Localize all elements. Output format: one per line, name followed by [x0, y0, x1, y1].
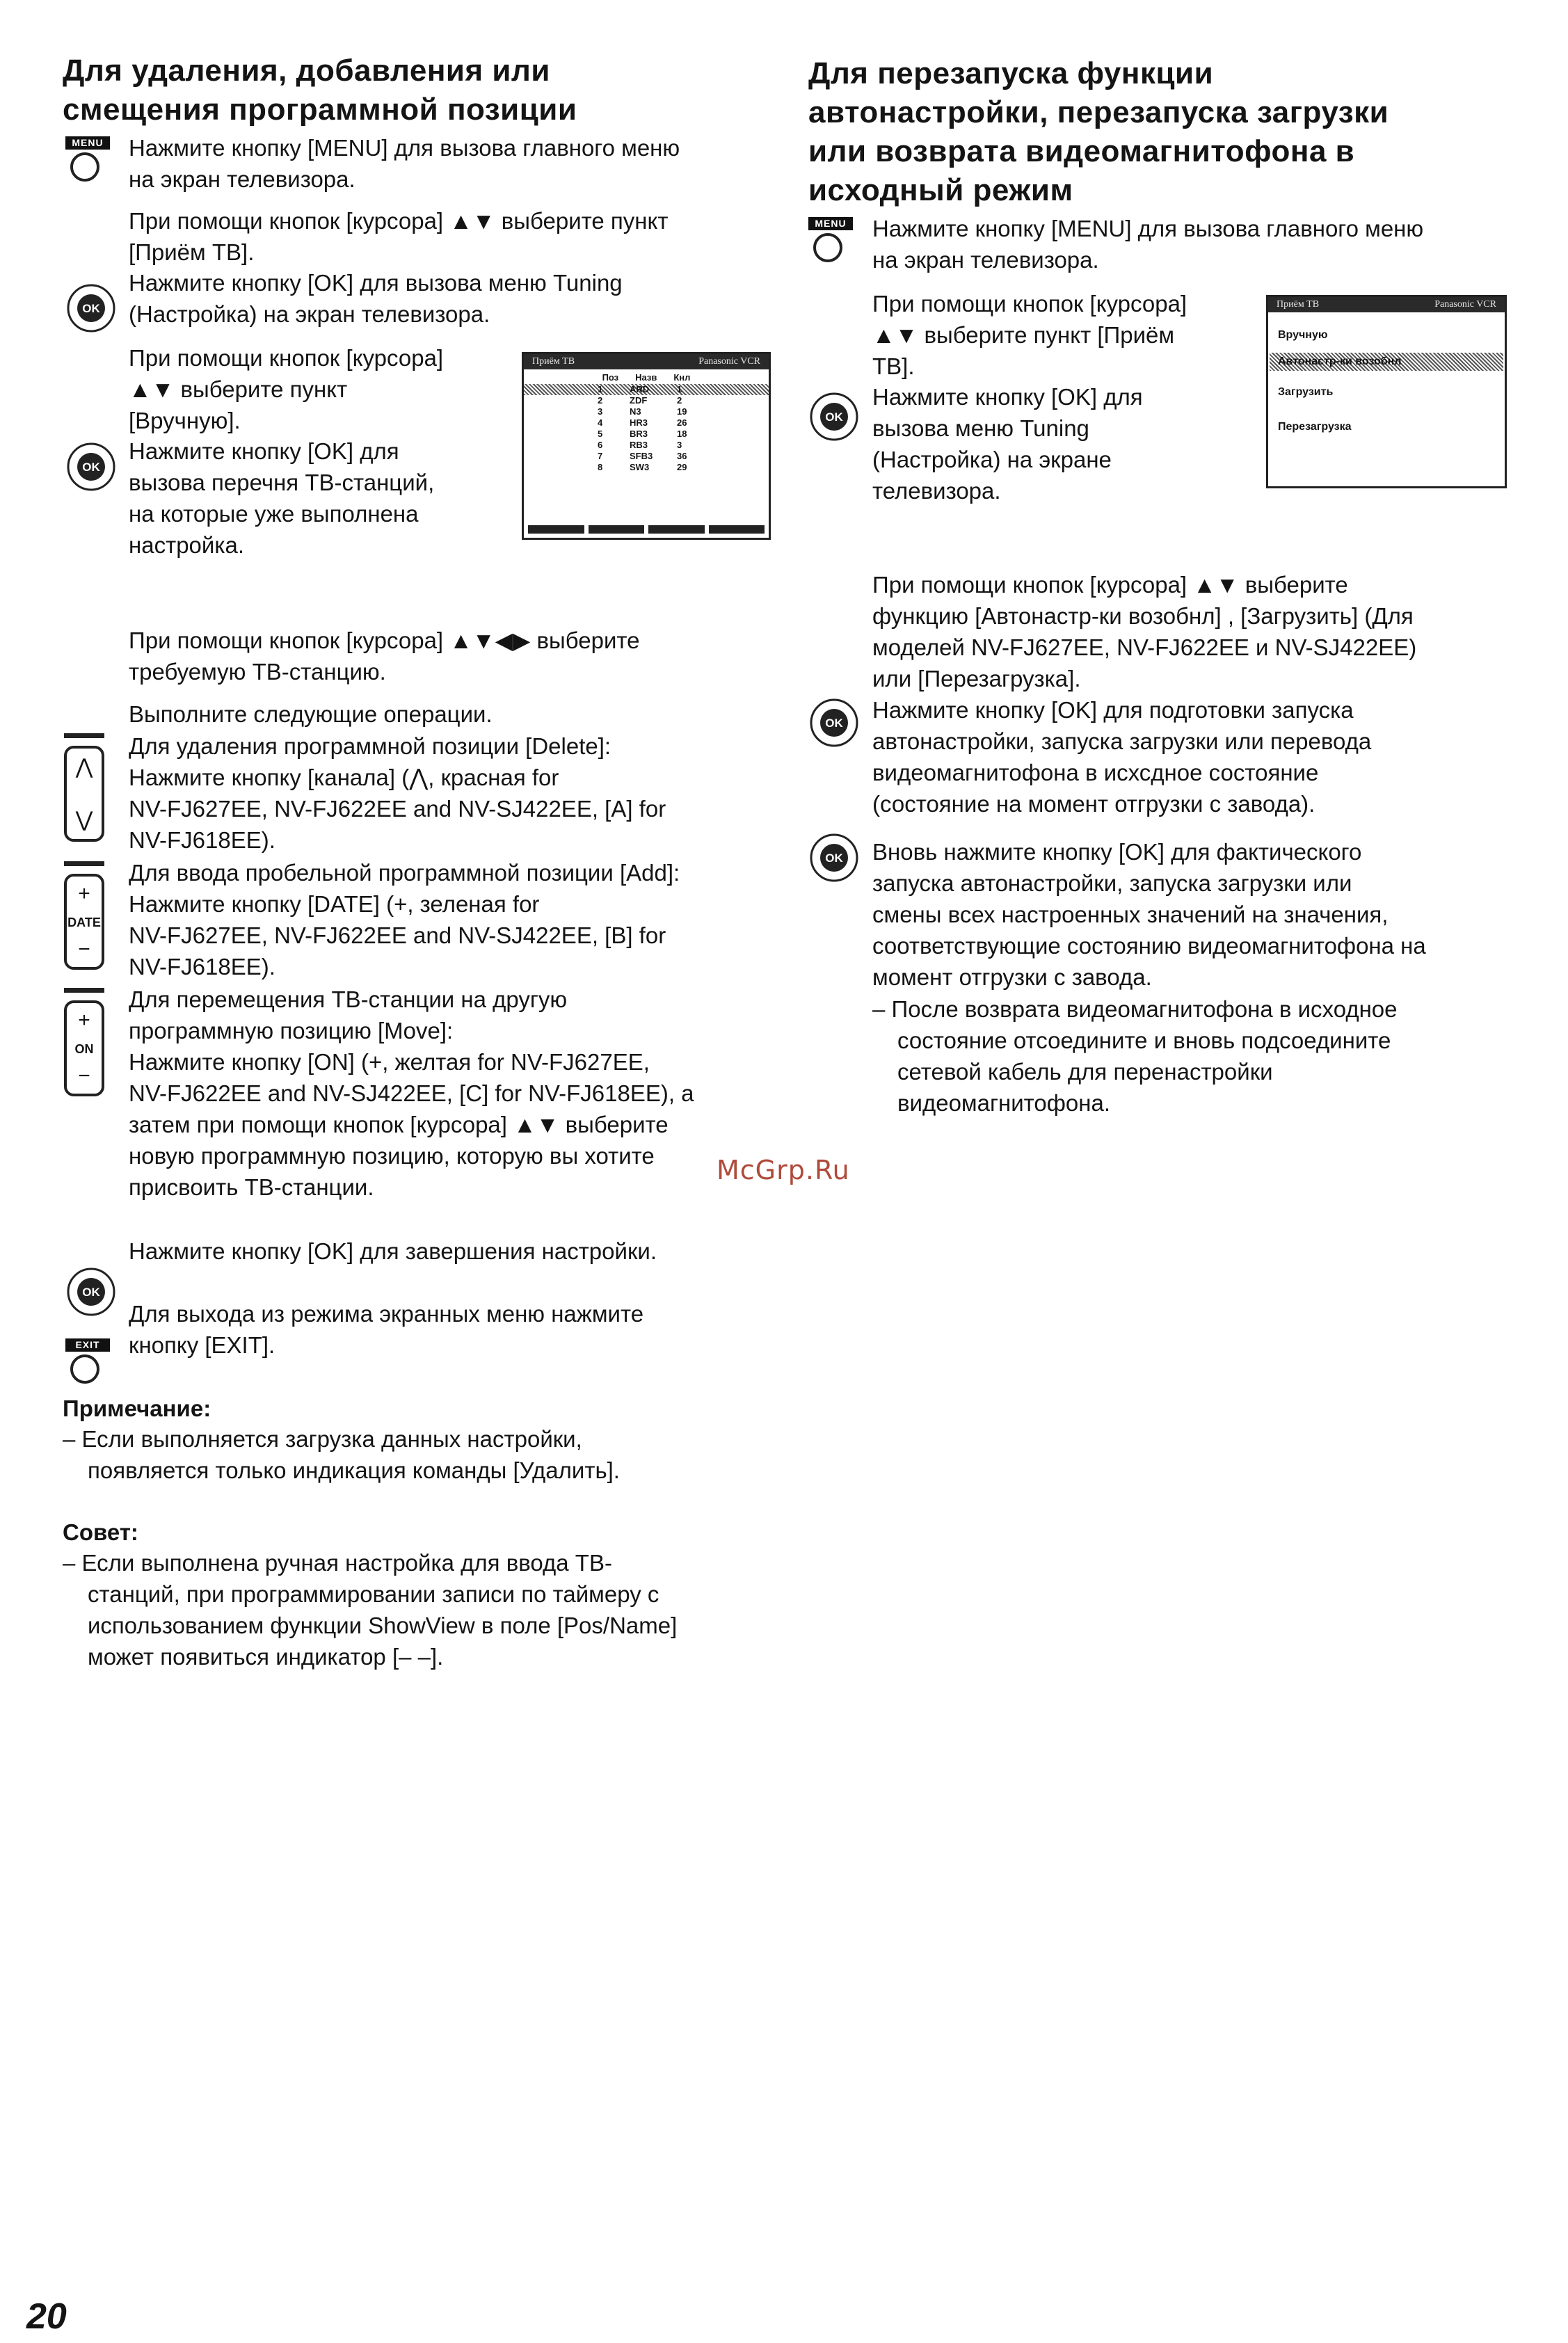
right-step-3: Нажмите кнопку [OK] для вызова меню Tuning (Настройка) на экране телевизора. [872, 384, 1143, 504]
menu-item-manual: Вручную [1278, 329, 1328, 341]
tv-screen-station-list: Приём ТВ Panasonic VCR Поз Назв Кнл 1 ARD 1 2 ZDF 2 3 N3 19 4 HR3 26 5 BR3 18 6 RB3 3 7 SFB3 36 8 SW3 29 [522, 352, 771, 540]
exit-button-icon: EXIT [65, 1338, 110, 1384]
svg-text:OK: OK [82, 302, 100, 315]
svg-text:OK: OK [825, 717, 843, 730]
menu-item-autotune-restart: Автонастр-ки возобнл [1270, 353, 1503, 371]
station-row: 3 N3 19 [598, 406, 687, 417]
left-step-6: При помощи кнопок [курсора] ▲▼◀▶ выберите требуемую ТВ-станцию. [129, 627, 640, 685]
right-step-4: При помощи кнопок [курсора] ▲▼ выберите функцию [Автонастр-ки возобнл] , [Загрузить] (Для моделей NV-FJ627EE, NV-FJ622EE и NV-SJ422EE) или [Перезагрузка]. [872, 572, 1417, 691]
right-heading: Для перезапуска функции автонастройки, перезапуска загрузки или возврата видеомагнитофона в исходный режим [808, 56, 1389, 207]
ok-button-icon [807, 696, 861, 750]
left-step-2: При помощи кнопок [курсора] ▲▼ выберите пункт [Приём ТВ]. [129, 208, 669, 265]
svg-text:OK: OK [825, 410, 843, 424]
menu-item-download: Загрузить [1278, 386, 1334, 398]
right-step-7: – После возврата видеомагнитофона в исходное состояние отсоедините и вновь подсоедините сетевой кабель для перенастройки видеомагнитофона. [872, 996, 1398, 1116]
left-step-3: Нажмите кнопку [OK] для вызова меню Tuning (Настройка) на экран телевизора. [129, 270, 623, 327]
menu-button-icon: MENU [65, 136, 110, 182]
right-step-6: Вновь нажмите кнопку [OK] для фактического запуска автонастройки, запуска загрузки или смены всех настроенных значений на значения, соответствующие состоянию видеомагнитофона на момент отгрузки с завода. [872, 839, 1426, 990]
station-row: 5 BR3 18 [598, 429, 687, 439]
ok-button-icon [807, 831, 861, 885]
ok-button-icon [64, 281, 118, 335]
ok-button-icon [807, 390, 861, 444]
on-button-icon: + ON − [64, 1000, 104, 1096]
left-step-9: Для выхода из режима экранных меню нажмите кнопку [EXIT]. [129, 1301, 644, 1358]
station-row: 7 SFB3 36 [598, 451, 687, 461]
delete-instruction: Для удаления программной позиции [Delete]: Нажмите кнопку [канала] (⋀, красная for NV-FJ627EE, NV-FJ622EE and NV-SJ422EE, [A] for NV-FJ618EE). [129, 733, 666, 853]
svg-text:OK: OK [825, 851, 843, 865]
tv-screen-tuning-menu: Приём ТВ Panasonic VCR Вручную Автонастр-ки возобнл Загрузить Перезагрузка [1266, 295, 1507, 488]
station-row: 8 SW3 29 [598, 462, 687, 472]
left-heading: Для удаления, добавления или смещения программной позиции [63, 54, 577, 127]
left-step-7: Выполните следующие операции. [129, 701, 493, 727]
add-instruction: Для ввода пробельной программной позиции [Add]: Нажмите кнопку [DATE] (+, зеленая for NV-FJ627EE, NV-FJ622EE and NV-SJ422EE, [B] for NV-FJ618EE). [129, 860, 680, 979]
right-step-2: При помощи кнопок [курсора] ▲▼ выберите пункт [Приём ТВ]. [872, 291, 1187, 379]
right-step-5: Нажмите кнопку [OK] для подготовки запуска автонастройки, запуска загрузки или перевода видеомагнитофона в исхсдное состояние (состояние на момент отгрузки с завода). [872, 697, 1372, 817]
left-step-8: Нажмите кнопку [OK] для завершения настройки. [129, 1238, 657, 1264]
move-instruction: Для перемещения ТВ-станции на другую программную позицию [Move]: Нажмите кнопку [ON] (+, желтая for NV-FJ627EE, NV-FJ622EE and NV-SJ422EE, [C] for NV-FJ618EE), а затем при помощи кнопок [курсора] ▲▼ выберите новую программную позицию, которую вы хотите присвоить ТВ-станции. [129, 986, 694, 1200]
station-row: 6 RB3 3 [598, 440, 682, 450]
date-button-icon: + DATE − [64, 874, 104, 970]
menu-item-reset: Перезагрузка [1278, 421, 1352, 433]
left-step-5: Нажмите кнопку [OK] для вызова перечня ТВ-станций, на которые уже выполнена настройка. [129, 438, 435, 558]
note-text: – Если выполняется загрузка данных настройки, появляется только индикация команды [Удалить]. [63, 1426, 620, 1483]
right-step-1: Нажмите кнопку [MENU] для вызова главного меню на экран телевизора. [872, 216, 1424, 273]
tip-text: – Если выполнена ручная настройка для ввода ТВ- станций, при программировании записи по таймеру с использованием функции ShowView в поле [Pos/Name] может появиться индикатор [– –]. [63, 1550, 678, 1670]
left-step-4: При помощи кнопок [курсора] ▲▼ выберите пункт [Вручную]. [129, 345, 444, 433]
tip-title: Совет: [63, 1519, 138, 1545]
note-title: Примечание: [63, 1396, 211, 1421]
station-row: 4 HR3 26 [598, 417, 687, 428]
page-number: 20 [26, 2296, 67, 2337]
station-row: 2 ZDF 2 [598, 395, 682, 406]
left-step-1: Нажмите кнопку [MENU] для вызова главного меню на экран телевизора. [129, 135, 680, 192]
svg-text:OK: OK [82, 1286, 100, 1299]
watermark: McGrp.Ru [717, 1155, 850, 1185]
ok-button-icon [64, 440, 118, 494]
svg-text:OK: OK [82, 461, 100, 474]
menu-button-icon: MENU [808, 217, 853, 262]
station-row: 1 ARD 1 [524, 384, 769, 395]
channel-rocker-icon: ⋀ ⋁ [64, 746, 104, 842]
ok-button-icon [64, 1265, 118, 1319]
